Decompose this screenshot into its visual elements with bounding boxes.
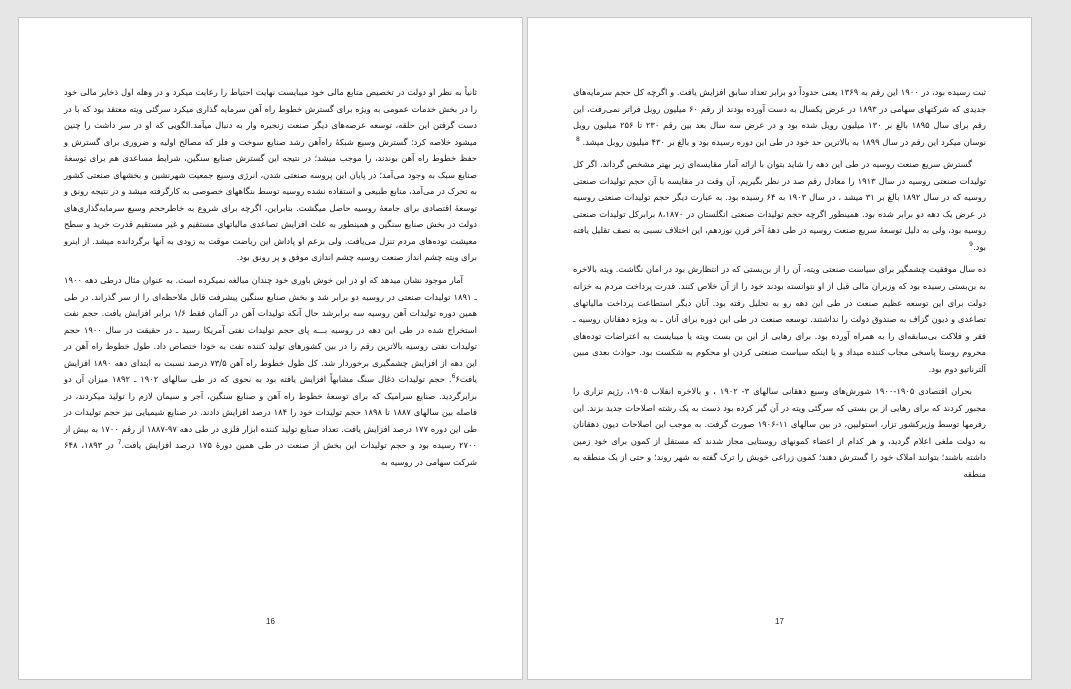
footnote-marker[interactable]: 6: [451, 373, 456, 381]
footnote-marker[interactable]: 8: [575, 135, 580, 143]
footnote-marker[interactable]: 9: [969, 241, 973, 249]
page-number: 17: [775, 617, 784, 626]
document-page-right: [527, 17, 1032, 680]
paragraph: [573, 84, 986, 150]
page-body-text: [573, 84, 986, 483]
paragraph-text: ده سال موفقیت چشمگیر برای سیاست صنعتی ویته، آن را از بن‌بستی که در انتظارش بود در امان نگاشت. ویته بالاخره به بن‌بستی رسیده بود که وزیران مالی قبل از او نتوانسته بودند خود را از آن خلاص کنند. قدرت پرداخت مردم به خزانه دولت برای این توسعه عظیم صنعت در طی این دهه رو به تحلیل رفته بود. آنان دیگر استطاعت پرداخت مالیاتهای تصاعدی و دیون گزاف به صندوق دولت را نداشتند. توسعه صنعت در طی این دوره برای آنان ـ به ویژه دهقانان روسیه ـ فقر و فلاکت بی‌سابقه‌ای را به همراه آورده بود. برای رهایی از این بن بست ویته یا میبایست به اعتراضات توده‌های محروم روستا پاسخی مجاب کننده میداد و یا اینکه سیاست صنعتی کردن او محکوم به شکست بود. حوادث بعدی مبین آلترناتیو دوم بود.: [573, 264, 986, 374]
page-body-text: [64, 84, 477, 471]
paragraph: [573, 383, 986, 482]
paragraph-text: ثبت رسیده بود، در ۱۹۰۰ این رقم به ۱۳۶۹ یعنی حدوداً دو برابر تعداد سابق افزایش یافت. و اگرچه کل حجم سرمایه‌های جدیدی که شرکتهای سهامی در ۱۸۹۳ در عرض یکسال به دست آورده بودند از رقم ۶۰ میلیون روبل فراتر نمی‌رفت، این رقم برای سال ۱۸۹۵ بالغ بر ۱۳۰ میلیون روبل شده بود و در عرض سه سال بعد بین رقم ۲۳۰ تا ۲۵۶ میلیون روبل نوسان میکرد این رقم در سال ۱۸۹۹ به بالاترین حد خود در طی این دوره رسیده بود و بالغ بر ۴۳۰ میلیون روبل میشد.: [573, 87, 987, 147]
paragraph: [573, 261, 986, 377]
paragraph: [64, 272, 477, 471]
paragraph-text: ۶. حجم تولیدات ذغال سنگ مشابهاً افزایش یافته بود به نحوی که در طی سالهای ۱۹۰۲ ـ ۱۸۹۲ میزان آن دو برابرگردید. صنایع سرامیک که برای توسعهٔ خطوط راه آهن و صنایع سنگین، آجر و سیمان لازم را تولید میکردند، در فاصله بین سالهای ۱۸۸۷ تا ۱۸۹۸ حجم تولیدات خود را ۱۸۴ درصد افزایش دادند. در صنایع شیمیایی نیز حجم تولیدات در طی این دوره ۱۷۷ درصد افزایش یافت. تعداد صنایع تولید کننده ابزار فلزی در طی دهه ۹۷-۱۸۸۷ از رقم ۱۷۰۰ به بیش از ۲۷۰۰ رسیده بود و حجم تولیدات این بخش از صنعت در طی همین دورهٔ ۱۷۵ درصد افزایش یافت.: [64, 374, 478, 451]
paragraph-text: گسترش سریع صنعت روسیه در طی این دهه را شاید بتوان با ارائه آمار مقایسه‌ای زیر بهتر مشخص گرداند. اگر کل تولیدات صنعتی روسیه در سال ۱۹۱۳ را معادل رقم صد در نظر بگیریم، آن وقت در مقایسه با آن حجم تولیدات صنعتی روسیه که در سال ۱۸۹۲ بالغ بر ۳۱ میشد ، در سال ۱۹۰۳ به ۶۴ رسیده بود. به عبارت دیگر حجم تولیدات صنعتی روسیه در عرض یک دهه دو برابر شده بود. همینطور اگرچه حجم تولیدات صنعتی انگلستان در ۸،۱۸۷۰ برابرکل تولیدات صنعتی روسیه بود، ولی به دلیل توسعهٔ سریع صنعت روسیه در طی دههٔ آخر قرن نوزدهم، این اختلاف نسبی به نصف تقلیل یافته بود.: [573, 159, 986, 252]
paragraph: [64, 84, 477, 266]
paragraph-text: ثانیاً به نظر او دولت در تخصیص منابع مالی خود میبایست نهایت احتیاط را رعایت میکرد و در وهله اول ذخایر مالی خود را در بخش خدمات عمومی به ویژه برای گسترش خطوط راه آهن سرمایه گذاری میکرد سرگئی ویته معتقد بود که با در دست گرفتن این حلقه، توسعه عرصه‌های دیگر صنعت زنجیره وار به دنبال میآمد.الگویی که او در سر داشت را چنین میشود خلاصه کرد: گسترش وسیع شبکهٔ راه‌آهن رشد صنایع سوخت و فلز که مصالح اولیه و ضروری برای گسترش و حفظ خطوط راه آهن بوندند، را موجب میشد؛ در نتیجه این گسترش صنایع سنگین، شرایط مساعدی هم برای توسعهٔ صنایع سبک به وجود می‌آمد؛ در پایان این پروسه صنعتی شدن، انرژی وسیع جمعیت شهرنشین و بخشهای صنعتی کشور به تحرک در می‌آمد، منابع طبیعی و استفاده نشده روسیه توسط بنگاههای خصوصی به کارگرفته میشد و در نتیجه رونق و توسعهٔ اقتصادی برای جامعهٔ روسیه حاصل میگشت. بنابراین، اگرچه برای شروع به خاطرحجم وسیع سرمایه‌گذاری‌های دولت در بخش صنایع سنگین و همینطور به علت افزایش تصاعدی مالیاتهای مستقیم و غیر مستقیم قدرت خرید و سطح معیشت توده‌های مردم تنزل می‌یافت. ولی بزعم او پاداش این ریاضت موقت به زودی به آنها برگردانده میشد. از اینرو برای ویته چشم انداز صنعت روسیه چشم اندازی موفق و پر رونق بود.: [64, 87, 477, 263]
paragraph-text: آمار موجود نشان میدهد که او در این خوش باوری خود چندان مبالغه نمیکرده است. به عنوان مثال درطی دهه ۱۹۰۰ ـ ۱۸۹۱ تولیدات صنعتی در روسیه دو برابر شد و بخش صنایع سنگین پیشرفت قابل ملاحظه‌ای را از سر گذراند. در طی همین دوره تولیدات آهن روسیه سه برابرشد حال آنکه تولیدات آهن در آلمان فقط ۱/۶ برابر افزایش یافت. حجم نفت استخراج شده در طی این دهه در روسیه بـــه پای حجم تولیدات نفتی آمریکا رسید ـ در حقیقت در سال ۱۹۰۰ حجم تولیدات نفتی روسیه بالاترین رقم را در بین کشورهای تولید کننده نفت به خودا ختصاص داد. طول خطوط راه آهن در این دهه از افزایش چشمگیری برخوردار شد. کل طول خطوط راه آهن ۷۳/۵ درصد نسبت به ابتدای دهه ۱۸۹۰ افزایش یافت: [64, 275, 478, 385]
footnote-marker[interactable]: 7: [117, 439, 122, 447]
document-page-left: [18, 17, 523, 680]
page-number: 16: [266, 617, 275, 626]
paragraph-text: در ۱۸۹۳، ۶۴۸ شرکت سهامی در روسیه به: [64, 440, 477, 468]
paragraph: [573, 156, 986, 255]
paragraph-text: بحران اقتصادی ۱۹۰۵-۱۹۰۰ شورش‌های وسیع دهقانی سالهای ۳- ۱۹۰۲ ، و بالاخره انقلاب ۱۹۰۵، رژیم تزاری را مجبور کردند که برای رهایی از بن بستی که سرگئی ویته در آن گیر کرده بود دست به یک رشته اصلاحات جدید بزند. این رفرمها توسط وزیرکشور تزار، استولیپن، در بین سالهای ۱۱-۱۹۰۶ صورت گرفت. به موجب این اصلاحات دیون دهقانان به دولت ملغی اعلام گردید، و هر کدام از اعضاء کمونهای روستایی مجاز شدند که مستقل از کمون برای خود زمین داشته باشند؛ بتوانند املاک خود را گسترش دهند؛ کمون زراعی خویش را ترک گفته به شهر روند؛ و حتی از یک منطقه به منطقه: [573, 386, 986, 480]
